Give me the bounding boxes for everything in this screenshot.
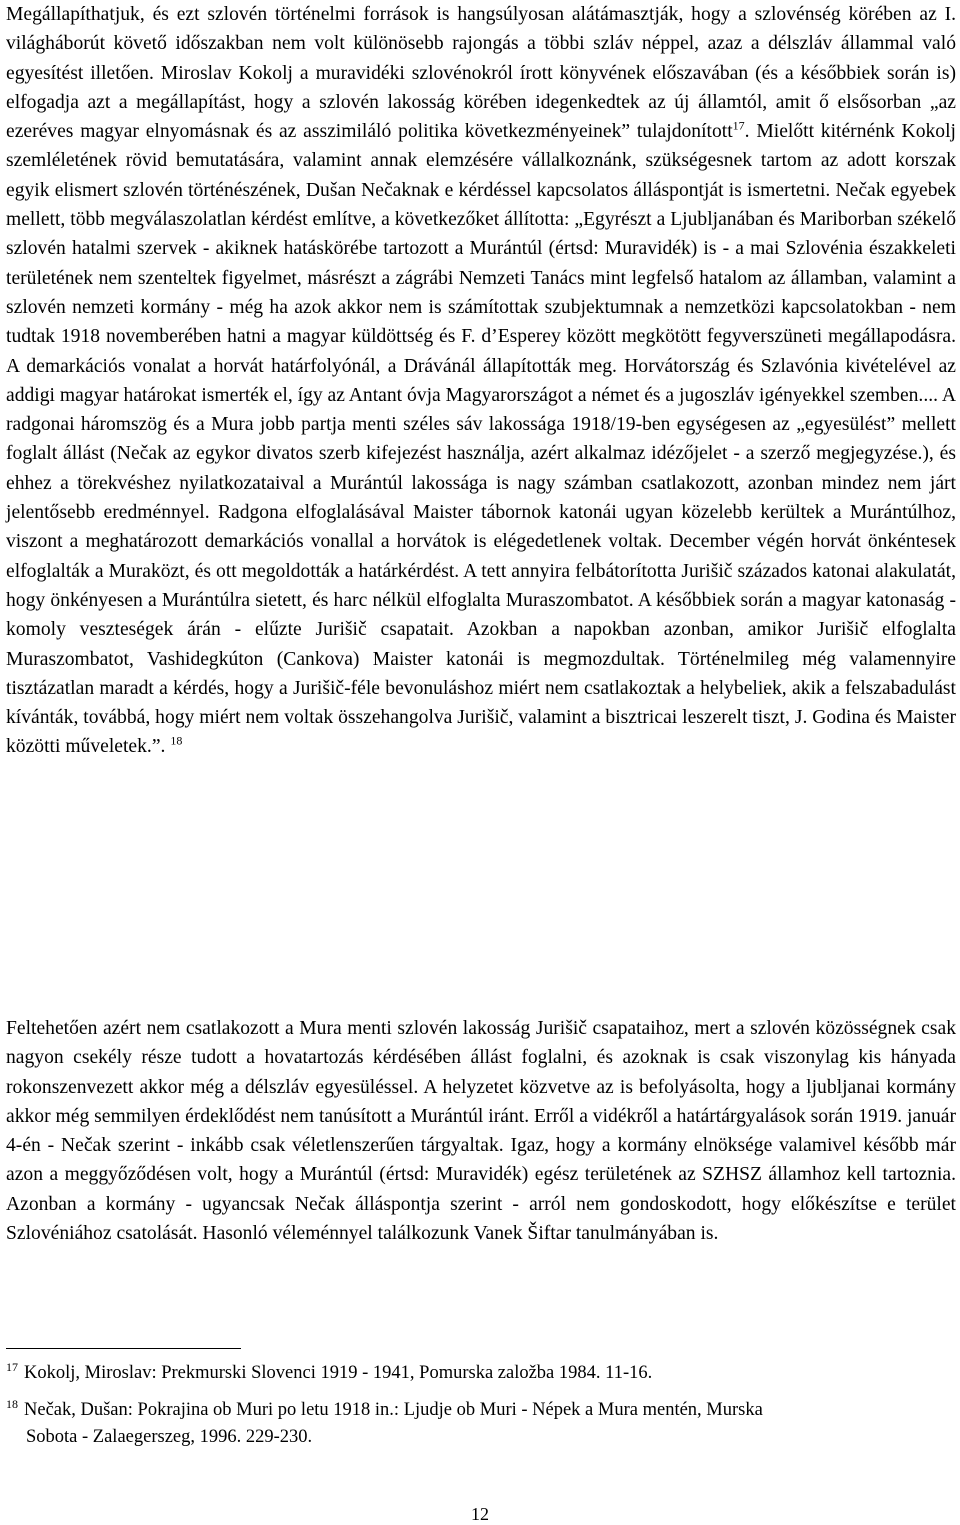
paragraph-1-text-b: . Mielőtt kitérnénk Kokolj szemléletének rövid bemutatására, valamint annak elemzésére vállalkoznánk, szükségesnek tartom az adott korszak egyik elismert szlovén történészének, Dušan Nečaknak e kérdéssel kapcsolatos álláspontját is ismertetni. Nečak egyebek mellett, több megválaszolatlan kérdést említve, a következőket állította: „Egyrészt a Ljubljanában és Mariborban székelő szlovén hatalmi szervek - akiknek hatáskörébe tartozott a Murántúl (értsd: Muravidék) is - a mai Szlovénia északkeleti területének nem szenteltek figyelmet, másrészt a zágrábi Nemzeti Tanács mint legfelső hatalom az államban, valamint a szlovén nemzeti kormány - még ha azok akkor nem is számítottak szubjektumnak a nemzetközi kapcsolatokban - nem tudtak 1918 novemberében hatni a magyar küldöttség és F. d’Esperey között megkötött fegyverszüneti megállapodásra. A demarkációs vonalat a horvát határfolyónál, a Drávánál állapították meg. Horvátország és Szlavónia kivételével az addigi magyar határokat ismerték el, így az Antant óvja Magyarországot a német és a jugoszláv igényekkel szemben.... A radgonai háromszög és a Mura jobb partja menti széles sáv lakossága 1918/19-ben egységesen az „egyesülést” mellett foglalt állást (Nečak az egykor divatos szerb kifejezést használja, azért alkalmaz idézőjelet - a szerző megjegyzése.), és ehhez a törekvéshez nyilatkozataival a Murántúl lakossága is nagy számban csatlakozott, azonban mindez nem járt jelentősebb eredménnyel. Radgona elfoglalásával Maister tábornok katonái ugyan közelebb kerültek a Murántúlhoz, viszont a meghatározott demarkációs vonallal a horvátok is elégedetlenek voltak. December végén horvát önkéntesek elfoglalták a Muraközt, és ott megoldották a határkérdést. A tett annyira felbátorította Jurišič százados katonai alakulatát, hogy önkényesen a Murántúlra sietett, és harc nélkül elfoglalta Muraszombatot. A későbbiek során a magyar katonaság - komoly veszteségek árán - elűzte Jurišič csapatait. Azokban a napokban azonban, amikor Jurišič elfoglalta Muraszombatot, Vashidegkúton (Cankova) Maister katonái is megmozdultak. Történelmileg még valamennyire tisztázatlan maradt a kérdés, hogy a Jurišič-féle bevonuláshoz miért nem csatlakoztak a helybeliek, akik a felszabadulást kívánták, továbbá, hogy miért nem voltak összehangolva Jurišič, valamint a bisztricai leszerelt tiszt, J. Godina és Maister közötti műveletek.”.	[6, 121, 956, 758]
footnote-ref-17[interactable]: 17	[732, 118, 745, 133]
footnote-text-line-1: Nečak, Dušan: Pokrajina ob Muri po letu 1918 in.: Ljudje ob Muri - Népek a Mura mentén, Murska	[24, 1400, 763, 1420]
body-paragraph-2: Feltehetően azért nem csatlakozott a Mura menti szlovén lakosság Jurišič csapataihoz, mert a szlovén közösségnek csak nagyon csekély része tudott a hovatartozás kérdésében állást foglalni, és azoknak is csak viszonylag kis hányada rokonszenvezett akkor még a délszláv egyesüléssel. A helyzetet közvetve az is befolyásolta, hogy a ljubljanai kormány akkor még semmilyen érdeklődést nem tanúsított a Murántúl iránt. Erről a vidékről a határtárgyalások során 1919. január 4-én - Nečak szerint - inkább csak véletlenszerűen tárgyaltak. Igaz, hogy a kormány elnöksége valamivel később már azon a meggyőződésen volt, hogy a Murántúl (értsd: Muravidék) egész területének az SZHSZ államhoz kell tartoznia. Azonban a kormány - ugyancsak Nečak álláspontja szerint - arról nem gondoskodott, hogy előkészítse e terület Szlovéniához csatolását. Hasonló véleménnyel találkozunk Vanek Šiftar tanulmányában is.	[6, 1018, 956, 1245]
footnote-17	[6, 1360, 956, 1387]
footnote-18	[6, 1397, 956, 1451]
paragraph-1-text-a: Megállapíthatjuk, és ezt szlovén történelmi források is hangsúlyosan alátámasztják, hogy a szlovénség körében az I. világháborút követő időszakban nem volt különösebb rajongás a többi szláv néppel, azaz a délszláv állammal való egyesítést illetően. Miroslav Kokolj a muravidéki szlovénokról írott könyvének előszavában (és a későbbiek során is) elfogadja azt a megállapítást, hogy a szlovén lakosság körében idegenkedtek az új államtól, amit ő elsősorban „az ezeréves magyar elnyomásnak és az asszimiláló politika következményeinek” tulajdonított	[6, 4, 956, 143]
page-number: 12	[471, 1504, 489, 1524]
footnote-text-line-2: Sobota - Zalaegerszeg, 1996. 229-230.	[26, 1427, 313, 1447]
footnote-ref-18[interactable]: 18	[170, 733, 183, 748]
footnote-separator	[6, 1348, 241, 1349]
body-paragraph-1	[6, 0, 956, 762]
footnote-number: 17	[6, 1359, 18, 1374]
footnote-number: 18	[6, 1396, 18, 1411]
footnote-text: Kokolj, Miroslav: Prekmurski Slovenci 1919 - 1941, Pomurska založba 1984. 11-16.	[24, 1363, 653, 1383]
